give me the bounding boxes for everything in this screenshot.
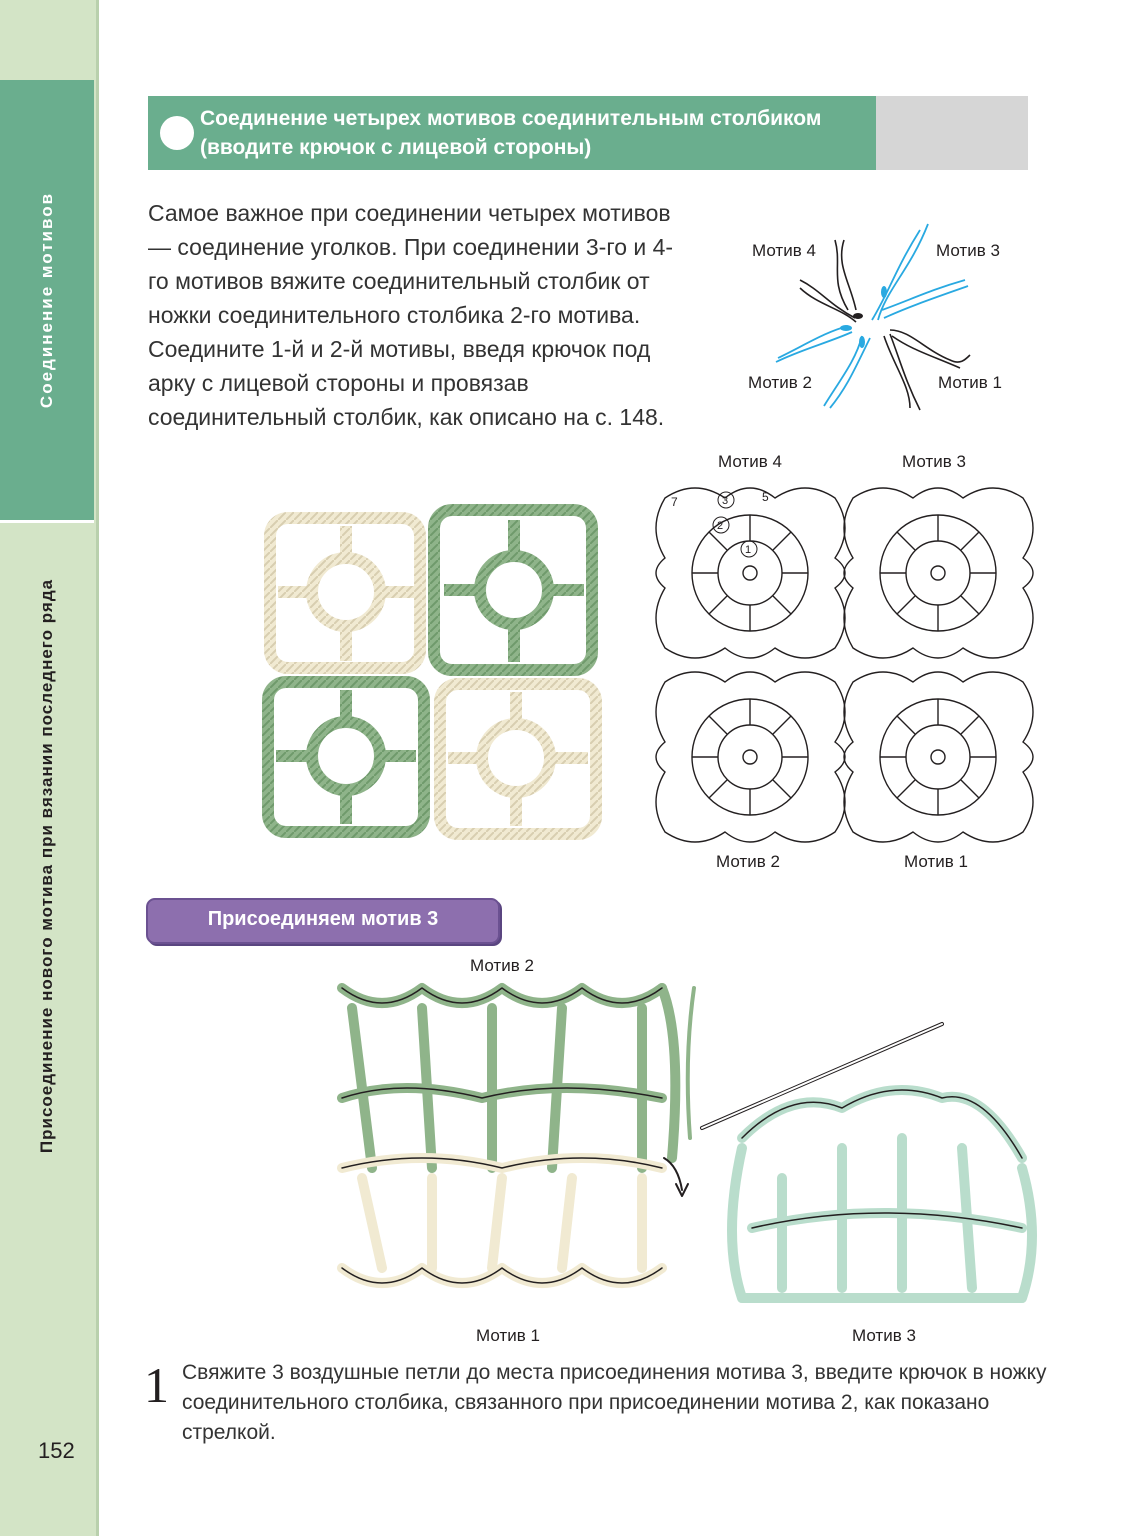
sidebar-tab-section[interactable] bbox=[0, 526, 94, 1246]
chart-row-3: 3 bbox=[722, 495, 729, 507]
page-title: Соединение четырех мотивов соединительным столбиком (вводите крючок с лицевой стороны) bbox=[200, 107, 822, 159]
step-number: 1 bbox=[144, 1357, 169, 1413]
crochet-photo bbox=[254, 496, 616, 860]
section-heading-label: Присоединяем мотив 3 bbox=[207, 908, 439, 930]
chart-label-motif-2: Мотив 2 bbox=[716, 852, 780, 871]
small-diagram-label-motif-2: Мотив 2 bbox=[748, 373, 812, 392]
small-diagram-label-motif-1: Мотив 1 bbox=[938, 373, 1002, 392]
sidebar-rule bbox=[96, 0, 99, 1536]
chart-row-5: 5 bbox=[762, 490, 769, 504]
chart-label-motif-1: Мотив 1 bbox=[904, 852, 968, 871]
bullet-icon bbox=[160, 116, 194, 150]
illustration-label-motif-2: Мотив 2 bbox=[470, 956, 534, 975]
step-illustration bbox=[322, 978, 1042, 1322]
illustration-label-motif-3: Мотив 3 bbox=[852, 1326, 916, 1345]
small-diagram-label-motif-4: Мотив 4 bbox=[752, 241, 816, 260]
small-diagram-label-motif-3: Мотив 3 bbox=[936, 241, 1000, 260]
step-text: Свяжите 3 воздушные петли до места присоединения мотива 3, введите крючок в ножку соединительного столбика, связанного при присоединении мотива 2, как показано стрелкой. bbox=[182, 1361, 1047, 1444]
sidebar-tab-current-label: Соединение мотивов bbox=[37, 191, 56, 409]
illustration-label-motif-1: Мотив 1 bbox=[476, 1326, 540, 1345]
chart-row-7: 7 bbox=[671, 495, 678, 509]
sidebar-tab-section-label: Присоединение нового мотива при вязании последнего ряда bbox=[37, 578, 56, 1154]
chart-label-motif-3: Мотив 3 bbox=[902, 452, 966, 471]
sidebar-tab-current[interactable] bbox=[0, 80, 94, 523]
chart-label-motif-4: Мотив 4 bbox=[718, 452, 782, 471]
sidebar bbox=[0, 0, 96, 1536]
intro-paragraph: Самое важное при соединении четырех мотивов — соединение уголков. При соединении 3-го и 4-го мотивов вяжите соединительный столбик от ножки соединительного столбика 2-го мотива. Соедините 1-й и 2-й мотивы, введя крючок под арку с лицевой стороны и провязав соединительный столбик, как описано на с. 148. bbox=[148, 200, 674, 430]
chart-row-1: 1 bbox=[745, 544, 752, 556]
chart-row-2: 2 bbox=[717, 520, 724, 532]
crochet-chart bbox=[655, 478, 1035, 848]
page-number: 152 bbox=[38, 1438, 75, 1463]
section-heading bbox=[146, 898, 500, 944]
header-banner bbox=[148, 96, 1028, 170]
